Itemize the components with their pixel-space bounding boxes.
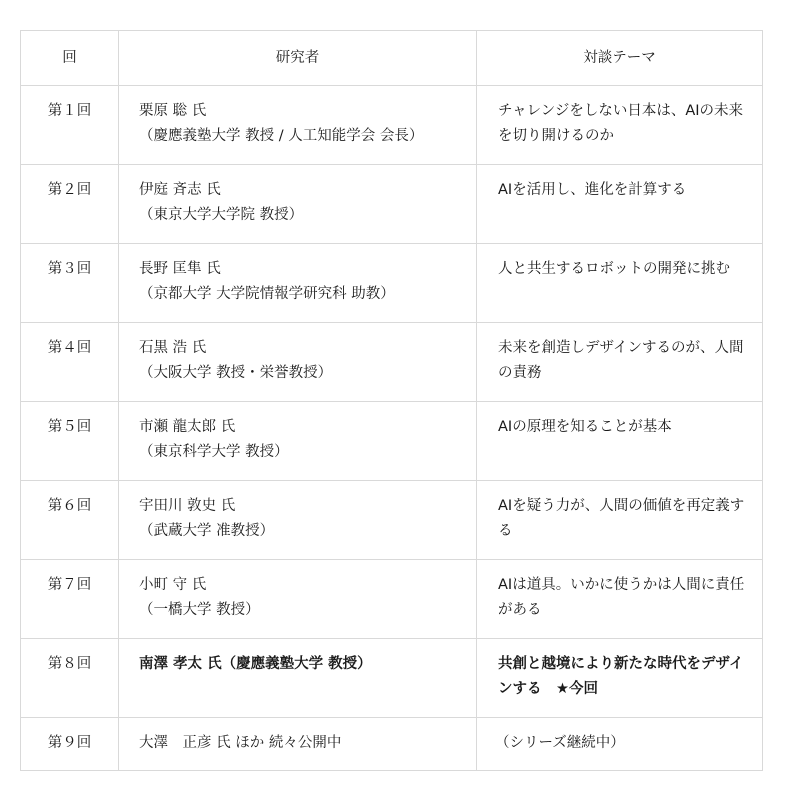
theme-cell — [477, 244, 763, 323]
theme-cell — [477, 323, 763, 402]
theme-text: 人と共生するロボットの開発に挑む — [498, 261, 730, 277]
researcher-cell — [119, 86, 477, 165]
researcher-name: 南澤 孝太 氏（慶應義塾大学 教授） — [139, 656, 372, 672]
theme-text: AIを活用し、進化を計算する — [498, 182, 687, 198]
researcher-name: 栗原 聡 氏 — [139, 103, 207, 119]
theme-cell — [477, 718, 763, 771]
theme-text: 未来を創造しデザインするのが、人間の責務 — [498, 340, 744, 381]
header-researcher: 研究者 — [119, 31, 477, 86]
round-cell: 第１回 — [21, 86, 119, 165]
table-row-current — [21, 639, 763, 718]
table-header-row — [21, 31, 763, 86]
round-cell: 第４回 — [21, 323, 119, 402]
theme-cell — [477, 402, 763, 481]
round-cell: 第９回 — [21, 718, 119, 771]
researcher-cell — [119, 323, 477, 402]
round-cell: 第８回 — [21, 639, 119, 718]
theme-cell — [477, 560, 763, 639]
header-theme: 対談テーマ — [477, 31, 763, 86]
researcher-affiliation: （武蔵大学 准教授） — [139, 523, 275, 539]
researcher-affiliation: （大阪大学 教授・栄誉教授） — [139, 365, 333, 381]
theme-text: 共創と越境により新たな時代をデザインする ★今回 — [498, 656, 744, 697]
researcher-cell — [119, 639, 477, 718]
theme-text: AIを疑う力が、人間の価値を再定義する — [498, 498, 745, 539]
researcher-cell — [119, 481, 477, 560]
theme-cell — [477, 481, 763, 560]
researcher-affiliation: （東京大学大学院 教授） — [139, 207, 304, 223]
round-cell: 第７回 — [21, 560, 119, 639]
researcher-affiliation: （一橋大学 教授） — [139, 602, 260, 618]
theme-text: チャレンジをしない日本は、AIの未来を切り開けるのか — [498, 103, 744, 144]
researcher-affiliation: （東京科学大学 教授） — [139, 444, 289, 460]
round-cell: 第３回 — [21, 244, 119, 323]
theme-text: AIの原理を知ることが基本 — [498, 419, 672, 435]
table-row — [21, 481, 763, 560]
round-cell: 第２回 — [21, 165, 119, 244]
researcher-cell — [119, 718, 477, 771]
theme-cell — [477, 165, 763, 244]
interview-series-table — [20, 30, 763, 771]
round-cell: 第６回 — [21, 481, 119, 560]
researcher-cell — [119, 165, 477, 244]
theme-cell — [477, 639, 763, 718]
theme-text: AIは道具。いかに使うかは人間に責任がある — [498, 577, 745, 618]
theme-cell — [477, 86, 763, 165]
theme-text: （シリーズ継続中） — [495, 735, 625, 751]
header-round: 回 — [21, 31, 119, 86]
researcher-affiliation: （慶應義塾大学 教授 / 人工知能学会 会長） — [139, 128, 424, 144]
researcher-name: 市瀬 龍太郎 氏 — [139, 419, 236, 435]
table-row — [21, 165, 763, 244]
table-row — [21, 323, 763, 402]
researcher-name: 大澤 正彦 氏 ほか 続々公開中 — [139, 735, 342, 751]
table-row — [21, 718, 763, 771]
table-row — [21, 560, 763, 639]
researcher-name: 小町 守 氏 — [139, 577, 207, 593]
table-row — [21, 402, 763, 481]
researcher-name: 伊庭 斉志 氏 — [139, 182, 221, 198]
researcher-cell — [119, 402, 477, 481]
researcher-affiliation: （京都大学 大学院情報学研究科 助教） — [139, 286, 395, 302]
researcher-name: 石黒 浩 氏 — [139, 340, 207, 356]
researcher-name: 長野 匡隼 氏 — [139, 261, 221, 277]
researcher-cell — [119, 244, 477, 323]
round-cell: 第５回 — [21, 402, 119, 481]
table-row — [21, 244, 763, 323]
researcher-name: 宇田川 敦史 氏 — [139, 498, 236, 514]
researcher-cell — [119, 560, 477, 639]
table-row — [21, 86, 763, 165]
